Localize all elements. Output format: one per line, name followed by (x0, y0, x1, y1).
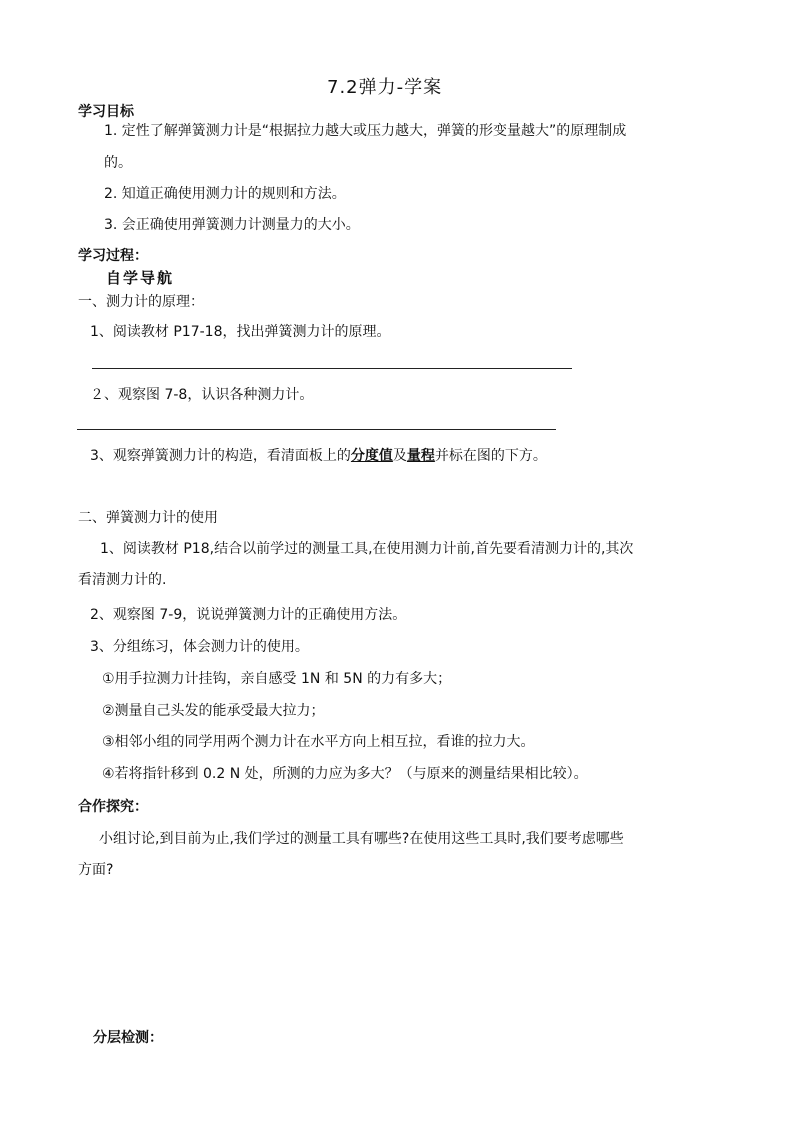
practice-item-4: ④若将指针移到 0.2 N 处，所测的力应为多大？（与原来的测量结果相比较）。 (102, 766, 588, 782)
division-value-term: 分度值 (350, 448, 393, 464)
page-title: 7.2弹力-学案 (327, 77, 443, 98)
range-term: 量程 (406, 448, 435, 464)
section1-question-3 (90, 446, 547, 466)
answer-line-1[interactable] (92, 368, 572, 369)
objective-item-1: 1. 定性了解弹簧测力计是“根据拉力越大或压力越大，弹簧的形变量越大”的原理制成 (104, 123, 627, 139)
section2-question-1-continued: 看清测力计的. (78, 572, 167, 588)
practice-item-2: ②测量自己头发的能承受最大拉力； (102, 703, 325, 719)
practice-item-3: ③相邻小组的同学用两个测力计在水平方向上相互拉，看谁的拉力大。 (102, 734, 535, 750)
objectives-heading: 学习目标 (78, 104, 134, 120)
self-study-heading: 自学导航 (106, 269, 175, 287)
section1-q3-prefix: 3、观察弹簧测力计的构造，看清面板上的 (90, 448, 351, 464)
section1-question-2: ２、观察图 7-8，认识各种测力计。 (90, 387, 314, 403)
process-heading: 学习过程： (78, 248, 148, 264)
cooperation-prompt-continued: 方面? (78, 862, 114, 878)
objective-item-3: 3. 会正确使用弹簧测力计测量力的大小。 (104, 217, 360, 233)
section1-question-1: 1、阅读教材 P17-18，找出弹簧测力计的原理。 (90, 324, 391, 340)
layered-test-heading: 分层检测： (93, 1030, 163, 1046)
section2-question-1: 1、阅读教材 P18,结合以前学过的测量工具,在使用测力计前,首先要看清测力计的,其次 (100, 541, 634, 557)
answer-line-2[interactable] (77, 429, 556, 430)
objective-item-1-continued: 的。 (104, 155, 132, 171)
section2-heading: 二、弹簧测力计的使用 (78, 510, 218, 526)
section2-question-2: 2、观察图 7-9，说说弹簧测力计的正确使用方法。 (90, 607, 407, 623)
section1-q3-suffix: 并标在图的下方。 (434, 448, 547, 464)
objective-item-2: 2. 知道正确使用测力计的规则和方法。 (104, 186, 346, 202)
section1-heading: 一、测力计的原理： (78, 294, 204, 310)
cooperation-prompt: 小组讨论,到目前为止,我们学过的测量工具有哪些?在使用这些工具时,我们要考虑哪些 (99, 831, 624, 847)
practice-item-1: ①用手拉测力计挂钩，亲自感受 1N 和 5N 的力有多大； (102, 671, 452, 687)
section1-q3-mid: 及 (392, 448, 407, 464)
section2-question-3: 3、分组练习，体会测力计的使用。 (90, 639, 309, 655)
cooperation-heading: 合作探究： (78, 799, 148, 815)
